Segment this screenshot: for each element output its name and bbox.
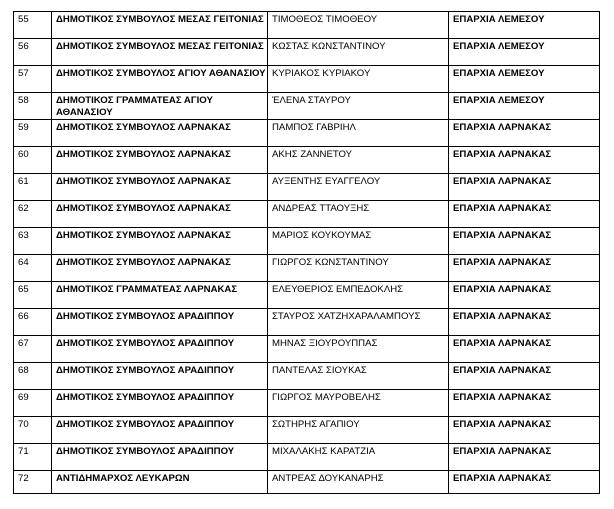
- person-cell: [268, 390, 449, 417]
- person-cell: [268, 120, 449, 147]
- row-number-cell: [14, 66, 52, 93]
- person-cell: [268, 147, 449, 174]
- person-name: ΠΑΝΤΕΛΑΣ ΣΙΟΥΚΑΣ: [272, 365, 367, 376]
- position-title: ΔΗΜΟΤΙΚΟΣ ΣΥΜΒΟΥΛΟΣ ΛΑΡΝΑΚΑΣ: [56, 230, 231, 241]
- row-number-cell: [14, 174, 52, 201]
- table-row: [14, 336, 600, 363]
- row-number-cell: [14, 147, 52, 174]
- position-cell: [52, 282, 268, 309]
- position-title: ΔΗΜΟΤΙΚΟΣ ΣΥΜΒΟΥΛΟΣ ΛΑΡΝΑΚΑΣ: [56, 257, 231, 268]
- position-cell: [52, 201, 268, 228]
- position-title: ΔΗΜΟΤΙΚΟΣ ΣΥΜΒΟΥΛΟΣ ΑΡΑΔΙΠΠΟΥ: [56, 392, 235, 403]
- row-number: 56: [18, 41, 29, 52]
- person-cell: [268, 12, 449, 39]
- position-cell: [52, 147, 268, 174]
- position-title: ΔΗΜΟΤΙΚΟΣ ΣΥΜΒΟΥΛΟΣ ΑΡΑΔΙΠΠΟΥ: [56, 311, 235, 322]
- person-name: ΓΙΩΡΓΟΣ ΜΑΥΡΟΒΕΛΗΣ: [272, 392, 381, 403]
- table-row: [14, 363, 600, 390]
- position-title: ΔΗΜΟΤΙΚΟΣ ΓΡΑΜΜΑΤΕΑΣ ΛΑΡΝΑΚΑΣ: [56, 284, 238, 295]
- person-cell: [268, 228, 449, 255]
- row-number-cell: [14, 120, 52, 147]
- row-number: 62: [18, 203, 29, 214]
- district-name: ΕΠΑΡΧΙΑ ΛΕΜΕΣΟΥ: [453, 95, 545, 106]
- table-row: [14, 93, 600, 120]
- table-row: [14, 390, 600, 417]
- table-row: [14, 417, 600, 444]
- position-cell: [52, 228, 268, 255]
- position-title: ΑΝΤΙΔΗΜΑΡΧΟΣ ΛΕΥΚΑΡΩΝ: [56, 473, 190, 484]
- position-title: ΔΗΜΟΤΙΚΟΣ ΓΡΑΜΜΑΤΕΑΣ ΑΓΙΟΥ ΑΘΑΝΑΣΙΟΥ: [56, 95, 213, 118]
- row-number-cell: [14, 309, 52, 336]
- table-row: [14, 39, 600, 66]
- position-cell: [52, 309, 268, 336]
- row-number-cell: [14, 255, 52, 282]
- district-name: ΕΠΑΡΧΙΑ ΛΑΡΝΑΚΑΣ: [453, 257, 552, 268]
- table-row: [14, 228, 600, 255]
- person-cell: [268, 363, 449, 390]
- row-number: 63: [18, 230, 29, 241]
- row-number-cell: [14, 282, 52, 309]
- table-row: [14, 66, 600, 93]
- row-number: 60: [18, 149, 29, 160]
- position-cell: [52, 120, 268, 147]
- position-cell: [52, 66, 268, 93]
- table-row: [14, 282, 600, 309]
- person-cell: [268, 336, 449, 363]
- row-number: 61: [18, 176, 29, 187]
- row-number: 69: [18, 392, 29, 403]
- district-cell: [449, 309, 600, 336]
- table-row: [14, 444, 600, 471]
- district-cell: [449, 363, 600, 390]
- district-cell: [449, 39, 600, 66]
- district-cell: [449, 228, 600, 255]
- position-title: ΔΗΜΟΤΙΚΟΣ ΣΥΜΒΟΥΛΟΣ ΑΓΙΟΥ ΑΘΑΝΑΣΙΟΥ: [56, 68, 266, 79]
- person-name: ΈΛΕΝΑ ΣΤΑΥΡΟΥ: [272, 95, 351, 106]
- district-cell: [449, 282, 600, 309]
- person-cell: [268, 282, 449, 309]
- position-cell: [52, 39, 268, 66]
- district-name: ΕΠΑΡΧΙΑ ΛΑΡΝΑΚΑΣ: [453, 473, 552, 484]
- district-cell: [449, 174, 600, 201]
- district-cell: [449, 471, 600, 494]
- position-title: ΔΗΜΟΤΙΚΟΣ ΣΥΜΒΟΥΛΟΣ ΑΡΑΔΙΠΠΟΥ: [56, 419, 235, 430]
- district-cell: [449, 66, 600, 93]
- row-number: 67: [18, 338, 29, 349]
- position-cell: [52, 417, 268, 444]
- person-cell: [268, 471, 449, 494]
- district-name: ΕΠΑΡΧΙΑ ΛΑΡΝΑΚΑΣ: [453, 284, 552, 295]
- row-number-cell: [14, 39, 52, 66]
- row-number-cell: [14, 471, 52, 494]
- position-title: ΔΗΜΟΤΙΚΟΣ ΣΥΜΒΟΥΛΟΣ ΜΕΣΑΣ ΓΕΙΤΟΝΙΑΣ: [56, 14, 264, 25]
- person-name: ΑΝΔΡΕΑΣ ΤΤΑΟΥΞΗΣ: [272, 203, 370, 214]
- district-name: ΕΠΑΡΧΙΑ ΛΑΡΝΑΚΑΣ: [453, 419, 552, 430]
- person-name: ΚΥΡΙΑΚΟΣ ΚΥΡΙΑΚΟΥ: [272, 68, 371, 79]
- position-title: ΔΗΜΟΤΙΚΟΣ ΣΥΜΒΟΥΛΟΣ ΛΑΡΝΑΚΑΣ: [56, 149, 231, 160]
- person-cell: [268, 417, 449, 444]
- district-name: ΕΠΑΡΧΙΑ ΛΑΡΝΑΚΑΣ: [453, 230, 552, 241]
- person-cell: [268, 174, 449, 201]
- district-name: ΕΠΑΡΧΙΑ ΛΑΡΝΑΚΑΣ: [453, 122, 552, 133]
- district-name: ΕΠΑΡΧΙΑ ΛΑΡΝΑΚΑΣ: [453, 149, 552, 160]
- person-cell: [268, 444, 449, 471]
- person-cell: [268, 93, 449, 120]
- district-name: ΕΠΑΡΧΙΑ ΛΕΜΕΣΟΥ: [453, 14, 545, 25]
- position-cell: [52, 12, 268, 39]
- district-cell: [449, 417, 600, 444]
- district-name: ΕΠΑΡΧΙΑ ΛΑΡΝΑΚΑΣ: [453, 311, 552, 322]
- row-number-cell: [14, 336, 52, 363]
- row-number-cell: [14, 228, 52, 255]
- row-number: 59: [18, 122, 29, 133]
- district-cell: [449, 390, 600, 417]
- district-name: ΕΠΑΡΧΙΑ ΛΑΡΝΑΚΑΣ: [453, 176, 552, 187]
- row-number: 64: [18, 257, 29, 268]
- position-cell: [52, 363, 268, 390]
- position-title: ΔΗΜΟΤΙΚΟΣ ΣΥΜΒΟΥΛΟΣ ΛΑΡΝΑΚΑΣ: [56, 122, 231, 133]
- table-row: [14, 120, 600, 147]
- row-number: 70: [18, 419, 29, 430]
- position-cell: [52, 336, 268, 363]
- district-name: ΕΠΑΡΧΙΑ ΛΑΡΝΑΚΑΣ: [453, 203, 552, 214]
- officials-table: [13, 11, 600, 494]
- row-number-cell: [14, 417, 52, 444]
- person-cell: [268, 255, 449, 282]
- position-title: ΔΗΜΟΤΙΚΟΣ ΣΥΜΒΟΥΛΟΣ ΛΑΡΝΑΚΑΣ: [56, 176, 231, 187]
- row-number: 57: [18, 68, 29, 79]
- district-cell: [449, 120, 600, 147]
- row-number: 71: [18, 446, 29, 457]
- position-title: ΔΗΜΟΤΙΚΟΣ ΣΥΜΒΟΥΛΟΣ ΜΕΣΑΣ ΓΕΙΤΟΝΙΑΣ: [56, 41, 264, 52]
- row-number-cell: [14, 12, 52, 39]
- table-body: [14, 12, 600, 494]
- position-cell: [52, 444, 268, 471]
- table-row: [14, 201, 600, 228]
- district-cell: [449, 93, 600, 120]
- row-number-cell: [14, 363, 52, 390]
- position-cell: [52, 174, 268, 201]
- district-name: ΕΠΑΡΧΙΑ ΛΕΜΕΣΟΥ: [453, 41, 545, 52]
- position-title: ΔΗΜΟΤΙΚΟΣ ΣΥΜΒΟΥΛΟΣ ΑΡΑΔΙΠΠΟΥ: [56, 338, 235, 349]
- person-name: ΑΥΞΕΝΤΗΣ ΕΥΑΓΓΕΛΟΥ: [272, 176, 381, 187]
- position-cell: [52, 93, 268, 120]
- person-name: ΑΝΤΡΕΑΣ ΔΟΥΚΑΝΑΡΗΣ: [272, 473, 384, 484]
- table-row: [14, 471, 600, 494]
- district-cell: [449, 147, 600, 174]
- table-row: [14, 255, 600, 282]
- district-cell: [449, 12, 600, 39]
- row-number-cell: [14, 444, 52, 471]
- row-number: 55: [18, 14, 29, 25]
- person-name: ΚΩΣΤΑΣ ΚΩΝΣΤΑΝΤΙΝΟΥ: [272, 41, 386, 52]
- row-number: 72: [18, 473, 29, 484]
- row-number: 68: [18, 365, 29, 376]
- row-number: 65: [18, 284, 29, 295]
- person-cell: [268, 66, 449, 93]
- position-title: ΔΗΜΟΤΙΚΟΣ ΣΥΜΒΟΥΛΟΣ ΑΡΑΔΙΠΠΟΥ: [56, 446, 235, 457]
- row-number: 58: [18, 95, 29, 106]
- person-name: ΤΙΜΟΘΕΟΣ ΤΙΜΟΘΕΟΥ: [272, 14, 378, 25]
- district-cell: [449, 336, 600, 363]
- district-name: ΕΠΑΡΧΙΑ ΛΑΡΝΑΚΑΣ: [453, 365, 552, 376]
- position-title: ΔΗΜΟΤΙΚΟΣ ΣΥΜΒΟΥΛΟΣ ΛΑΡΝΑΚΑΣ: [56, 203, 231, 214]
- district-name: ΕΠΑΡΧΙΑ ΛΑΡΝΑΚΑΣ: [453, 338, 552, 349]
- person-name: ΜΙΧΑΛΑΚΗΣ ΚΑΡΑΤΖΙΑ: [272, 446, 376, 457]
- position-title: ΔΗΜΟΤΙΚΟΣ ΣΥΜΒΟΥΛΟΣ ΑΡΑΔΙΠΠΟΥ: [56, 365, 235, 376]
- person-name: ΓΙΩΡΓΟΣ ΚΩΝΣΤΑΝΤΙΝΟΥ: [272, 257, 389, 268]
- position-cell: [52, 390, 268, 417]
- table-row: [14, 309, 600, 336]
- person-cell: [268, 201, 449, 228]
- person-cell: [268, 39, 449, 66]
- table-row: [14, 12, 600, 39]
- row-number-cell: [14, 390, 52, 417]
- district-cell: [449, 444, 600, 471]
- person-name: ΜΑΡΙΟΣ ΚΟΥΚΟΥΜΑΣ: [272, 230, 372, 241]
- person-name: ΑΚΗΣ ΖΑΝΝΕΤΟΥ: [272, 149, 353, 160]
- table-row: [14, 174, 600, 201]
- district-cell: [449, 255, 600, 282]
- position-cell: [52, 471, 268, 494]
- row-number-cell: [14, 201, 52, 228]
- person-name: ΜΗΝΑΣ ΞΙΟΥΡΟΥΠΠΑΣ: [272, 338, 378, 349]
- person-name: ΣΩΤΗΡΗΣ ΑΓΑΠΙΟΥ: [272, 419, 360, 430]
- person-cell: [268, 309, 449, 336]
- person-name: ΣΤΑΥΡΟΣ ΧΑΤΖΗΧΑΡΑΛΑΜΠΟΥΣ: [272, 311, 421, 322]
- person-name: ΕΛΕΥΘΕΡΙΟΣ ΕΜΠΕΔΟΚΛΗΣ: [272, 284, 404, 295]
- district-name: ΕΠΑΡΧΙΑ ΛΑΡΝΑΚΑΣ: [453, 392, 552, 403]
- district-name: ΕΠΑΡΧΙΑ ΛΕΜΕΣΟΥ: [453, 68, 545, 79]
- district-cell: [449, 201, 600, 228]
- table-row: [14, 147, 600, 174]
- position-cell: [52, 255, 268, 282]
- row-number: 66: [18, 311, 29, 322]
- row-number-cell: [14, 93, 52, 120]
- district-name: ΕΠΑΡΧΙΑ ΛΑΡΝΑΚΑΣ: [453, 446, 552, 457]
- person-name: ΠΑΜΠΟΣ ΓΑΒΡΙΗΛ: [272, 122, 356, 133]
